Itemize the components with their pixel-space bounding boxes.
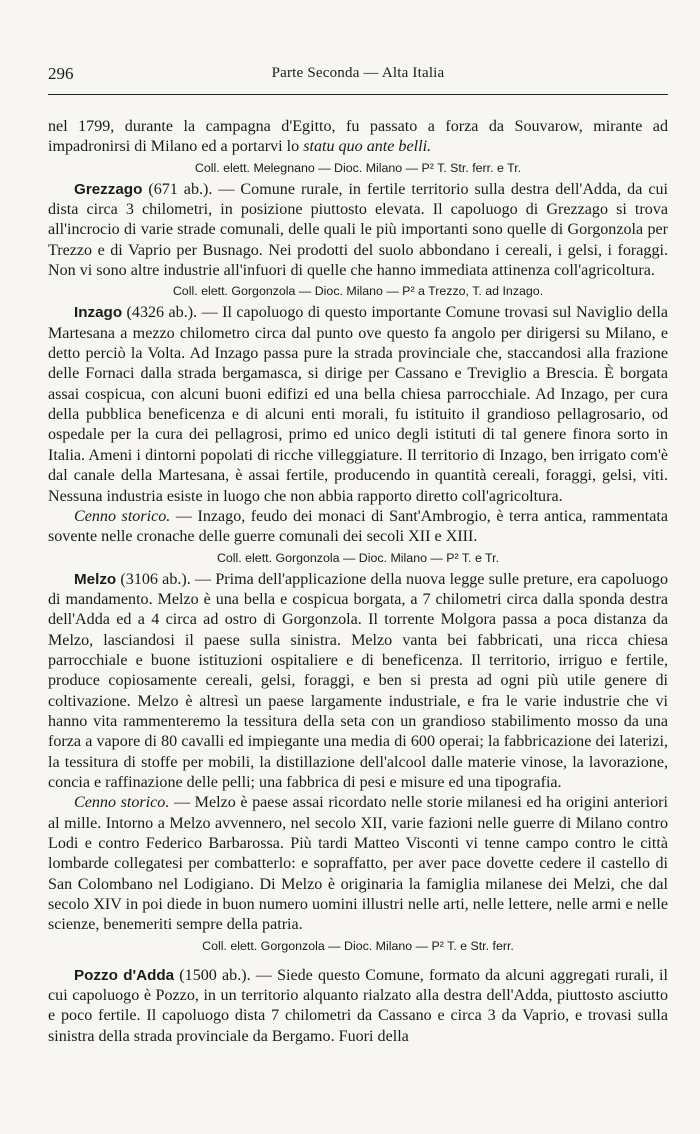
inzago-cenno-label: Cenno storico. (74, 507, 171, 525)
inzago-cenno (48, 507, 668, 548)
melzo-name: Melzo (74, 570, 117, 588)
inzago-entry (48, 303, 668, 506)
pozzo-entry (48, 966, 668, 1047)
page-number: 296 (48, 64, 74, 83)
melzo-coll: Coll. elett. Gorgonzola — Dioc. Milano — P² T. e Str. ferr. (202, 938, 514, 953)
melzo-cenno-label: Cenno storico. (74, 794, 170, 812)
inzago-cenno-text: — Inzago, feudo dei monaci di Sant'Ambrogio, è terra antica, rammentata sovente nelle cronache delle guerre comunali dei secoli XII e XIII. (48, 507, 668, 546)
inzago-coll: Coll. elett. Gorgonzola — Dioc. Milano — P² T. e Tr. (216, 550, 500, 565)
grezzago-name: Grezzago (74, 180, 143, 198)
melzo-cenno-text: — Melzo è paese assai ricordato nelle storie milanesi ed ha origini anteriori al mille. Intorno a Melzo avvennero, nel secolo XII, varie fazioni nelle guerre di Milano contro Lodi e contro Federico Barbarossa. Più tardi Matteo Visconti vi tenne campo contro le città lombarde collegatesi per combatterlo: e sopraffatto, per aver pace dovette cedere il castello di San Colombano nel Lodigiano. Di Melzo è originaria la famiglia milanese dei Melzi, che dal secolo XIV in poi diede in buon numero uomini illustri nelle arti, nelle lettere, nelle armi e nelle scienze, benemeriti sempre della patria. (48, 794, 668, 934)
intro-paragraph (48, 117, 668, 158)
intro-italic: statu quo ante belli. (303, 138, 432, 156)
pozzo-name: Pozzo d'Adda (74, 966, 175, 984)
pozzo-text: (1500 ab.). — Siede questo Comune, formato da alcuni aggregati rurali, il cui capoluogo è Pozzo, in un territorio alquanto rialzato alla destra dell'Adda, piuttosto asciutto e poco fertile. Il capoluogo dista 7 chilometri da Cassano e circa 3 da Vaprio, e trovasi sulla sinistra della strada provinciale da Bergamo. Fuori della (48, 966, 668, 1045)
melzo-entry (48, 570, 668, 794)
intro-coll: Coll. elett. Melegnano — Dioc. Milano — P² T. Str. ferr. e Tr. (194, 160, 522, 175)
grezzago-entry (48, 180, 668, 282)
inzago-text: (4326 ab.). — Il capoluogo di questo importante Comune trovasi sul Naviglio della Martesana a mezzo chilometro circa dal punto ove questo fa angolo per dirigersi su Milano, e detto perciò la Volta. Ad Inzago passa pure la strada provinciale che, staccandosi alla frazione delle Fornaci dalla strada bergamasca, si dirige per Cassano e Treviglio a Brescia. È borgata assai cospicua, con alcuni buoni edifizi ed una bella chiesa parrocchiale. Ad Inzago, per cura della pubblica beneficenza e di alcuni enti morali, fu istituito il grandioso pellagrosario, od ospedale per la cura dei pellagrosi, primo ed unico degli istituti di tal genere finora sorto in Italia. Ameni i dintorni popolati di ricche villeggiature. Il territorio di Inzago, ben irrigato com'è dal canale della Martesana, è assai fertile, producendo in quantità cereali, foraggi, gelsi, viti. Nessuna industria esiste in luogo che non abbia rapporto diretto coll'agricoltura. (48, 304, 668, 505)
grezzago-coll: Coll. elett. Gorgonzola — Dioc. Milano — P² a Trezzo, T. ad Inzago. (172, 284, 544, 299)
page-body (48, 117, 668, 1047)
page-header (48, 58, 668, 95)
melzo-cenno (48, 793, 668, 935)
grezzago-text: (671 ab.). — Comune rurale, in fertile territorio sulla destra dell'Adda, da cui dista circa 3 chilometri, in posizione piuttosto elevata. Il capoluogo di Grezzago si trova all'incrocio di varie strade comunali, delle quali le più importanti sono quelle di Gorgonzola per Trezzo e di Vaprio per Busnago. Nei prodotti del suolo abbondano i cereali, i gelsi, i foraggi. Non vi sono altre industrie all'infuori di quelle che hanno immediata attinenza coll'agricoltura. (48, 180, 668, 280)
intro-text: nel 1799, durante la campagna d'Egitto, fu passato a forza da Souvarow, mirante ad impadronirsi di Milano ed a portarvi lo (48, 118, 668, 156)
inzago-name: Inzago (74, 304, 123, 322)
spacer (48, 958, 668, 966)
running-title: Parte Seconda — Alta Italia (271, 65, 445, 81)
melzo-text: (3106 ab.). — Prima dell'applicazione della nuova legge sulle preture, era capoluogo di mandamento. Melzo è una bella e cospicua borgata, a 7 chilometri circa dalla sponda destra dell'Adda ed a 4 circa ad ostro di Gorgonzola. Il torrente Molgora passa a poca distanza da Melzo, lasciandosi il paese sulla sinistra. Melzo vanta bei fabbricati, una ricca chiesa parrocchiale e buone istituzioni ospitaliere e di beneficenza. Il territorio, irriguo e fertile, produce copiosamente cereali, gelsi, foraggi, e ben si presta ad ogni più utile genere di coltivazione. Melzo è altresì un paese largamente industriale, e fra le varie industrie che vi hanno vita rammenteremo la tessitura della seta con un grandioso stabilimento mosso da una forza a vapore di 80 cavalli ed impiegante una media di 600 operai; la fabbricazione dei laterizi, la tessitura di stoffe per mobili, la distillazione dell'alcool dalle materie vinose, la lavorazione, concia e raffinazione delle pelli; una fabbrica di pesi e misure ed una tipografia. (48, 570, 668, 791)
